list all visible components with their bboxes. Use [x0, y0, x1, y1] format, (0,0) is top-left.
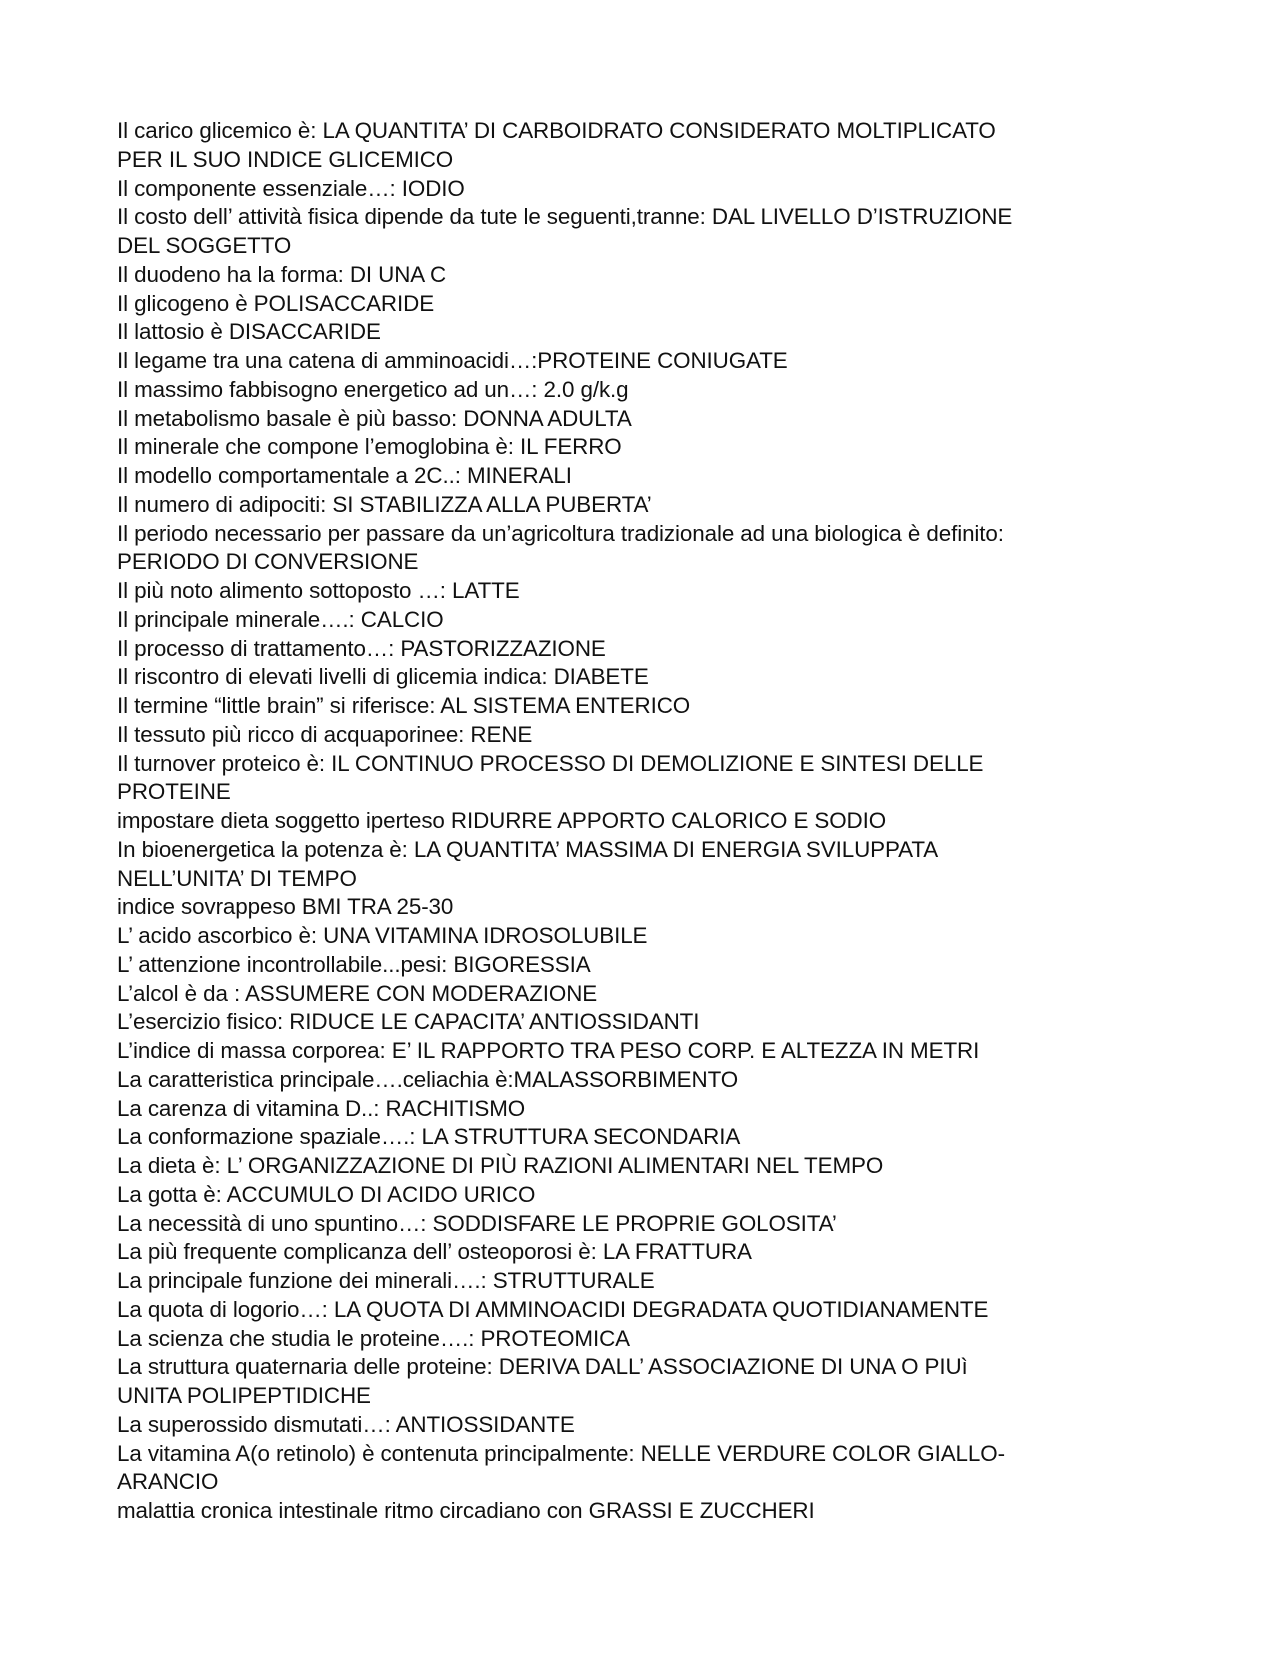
text-line: La scienza che studia le proteine….: PROTEOMICA	[117, 1325, 630, 1351]
text-line: impostare dieta soggetto iperteso RIDURRE APPORTO CALORICO E SODIO	[117, 808, 887, 833]
text-line: L’alcol è da : ASSUMERE CON MODERAZIONE	[117, 980, 598, 1006]
text-line: La più frequente complicanza dell’ osteoporosi è: LA FRATTURA	[117, 1239, 752, 1265]
document-body	[117, 117, 1167, 1526]
text-line: Il minerale che compone l’emoglobina è: IL FERRO	[117, 434, 622, 460]
text-line: Il periodo necessario per passare da un’agricoltura tradizionale ad una biologica è definito:	[117, 520, 1004, 546]
text-line: Il termine “little brain” si riferisce: AL SISTEMA ENTERICO	[117, 693, 691, 718]
text-line: Il costo dell’ attività fisica dipende da tute le seguenti,tranne: DAL LIVELLO D’ISTRUZIONE	[117, 204, 1013, 230]
text-line: Il lattosio è DISACCARIDE	[117, 319, 381, 345]
text-line: La principale funzione dei minerali….: STRUTTURALE	[117, 1268, 655, 1293]
text-line: L’ acido ascorbico è: UNA VITAMINA IDROSOLUBILE	[117, 923, 648, 948]
text-line: La gotta è: ACCUMULO DI ACIDO URICO	[117, 1181, 536, 1207]
text-line: indice sovrappeso BMI TRA 25-30	[117, 894, 454, 920]
text-line: Il processo di trattamento…: PASTORIZZAZIONE	[117, 635, 606, 661]
text-line: Il carico glicemico è: LA QUANTITA’ DI CARBOIDRATO CONSIDERATO MOLTIPLICATO	[117, 118, 996, 143]
text-line: malattia cronica intestinale ritmo circadiano con GRASSI E ZUCCHERI	[117, 1498, 815, 1523]
text-line: ARANCIO	[117, 1469, 219, 1495]
text-line: Il riscontro di elevati livelli di glicemia indica: DIABETE	[117, 664, 649, 690]
text-line: PER IL SUO INDICE GLICEMICO	[117, 146, 454, 172]
text-line: Il massimo fabbisogno energetico ad un…: 2.0 g/k.g	[117, 376, 629, 402]
text-line: Il duodeno ha la forma: DI UNA C	[117, 261, 447, 287]
text-line: Il metabolismo basale è più basso: DONNA ADULTA	[117, 405, 632, 431]
text-line: Il numero di adipociti: SI STABILIZZA ALLA PUBERTA’	[117, 491, 652, 517]
text-line: La vitamina A(o retinolo) è contenuta principalmente: NELLE VERDURE COLOR GIALLO-	[117, 1440, 1005, 1466]
text-line: In bioenergetica la potenza è: LA QUANTITA’ MASSIMA DI ENERGIA SVILUPPATA	[117, 836, 939, 862]
text-line: La carenza di vitamina D..: RACHITISMO	[117, 1095, 526, 1121]
text-line: L’esercizio fisico: RIDUCE LE CAPACITA’ ANTIOSSIDANTI	[117, 1009, 700, 1035]
text-line: Il tessuto più ricco di acquaporinee: RENE	[117, 721, 533, 747]
text-line: Il legame tra una catena di amminoacidi…:PROTEINE CONIUGATE	[117, 348, 788, 373]
text-line: PROTEINE	[117, 779, 231, 805]
text-line: L’ attenzione incontrollabile...pesi: BIGORESSIA	[117, 951, 591, 977]
text-line: UNITA POLIPEPTIDICHE	[117, 1383, 371, 1408]
text-line: PERIODO DI CONVERSIONE	[117, 549, 419, 575]
text-line: Il turnover proteico è: IL CONTINUO PROCESSO DI DEMOLIZIONE E SINTESI DELLE	[117, 750, 984, 776]
text-line: La dieta è: L’ ORGANIZZAZIONE DI PIÙ RAZIONI ALIMENTARI NEL TEMPO	[117, 1153, 884, 1178]
text-line: La conformazione spaziale….: LA STRUTTURA SECONDARIA	[117, 1124, 741, 1150]
text-line: DEL SOGGETTO	[117, 233, 292, 258]
text-line: Il più noto alimento sottoposto …: LATTE	[117, 578, 520, 603]
text-line: Il glicogeno è POLISACCARIDE	[117, 290, 435, 316]
text-line: La necessità di uno spuntino…: SODDISFARE LE PROPRIE GOLOSITA’	[117, 1210, 837, 1236]
text-line: Il principale minerale….: CALCIO	[117, 606, 444, 632]
text-line: Il componente essenziale…: IODIO	[117, 175, 465, 201]
text-line: Il modello comportamentale a 2C..: MINERALI	[117, 463, 572, 488]
text-line: La caratteristica principale….celiachia è:MALASSORBIMENTO	[117, 1066, 739, 1092]
text-line: NELL’UNITA’ DI TEMPO	[117, 865, 357, 891]
text-line: La superossido dismutati…: ANTIOSSIDANTE	[117, 1411, 575, 1437]
text-line: L’indice di massa corporea: E’ IL RAPPORTO TRA PESO CORP. E ALTEZZA IN METRI	[117, 1038, 980, 1063]
text-line: La quota di logorio…: LA QUOTA DI AMMINOACIDI DEGRADATA QUOTIDIANAMENTE	[117, 1296, 989, 1322]
text-line: La struttura quaternaria delle proteine: DERIVA DALL’ ASSOCIAZIONE DI UNA O PIUì	[117, 1354, 968, 1380]
